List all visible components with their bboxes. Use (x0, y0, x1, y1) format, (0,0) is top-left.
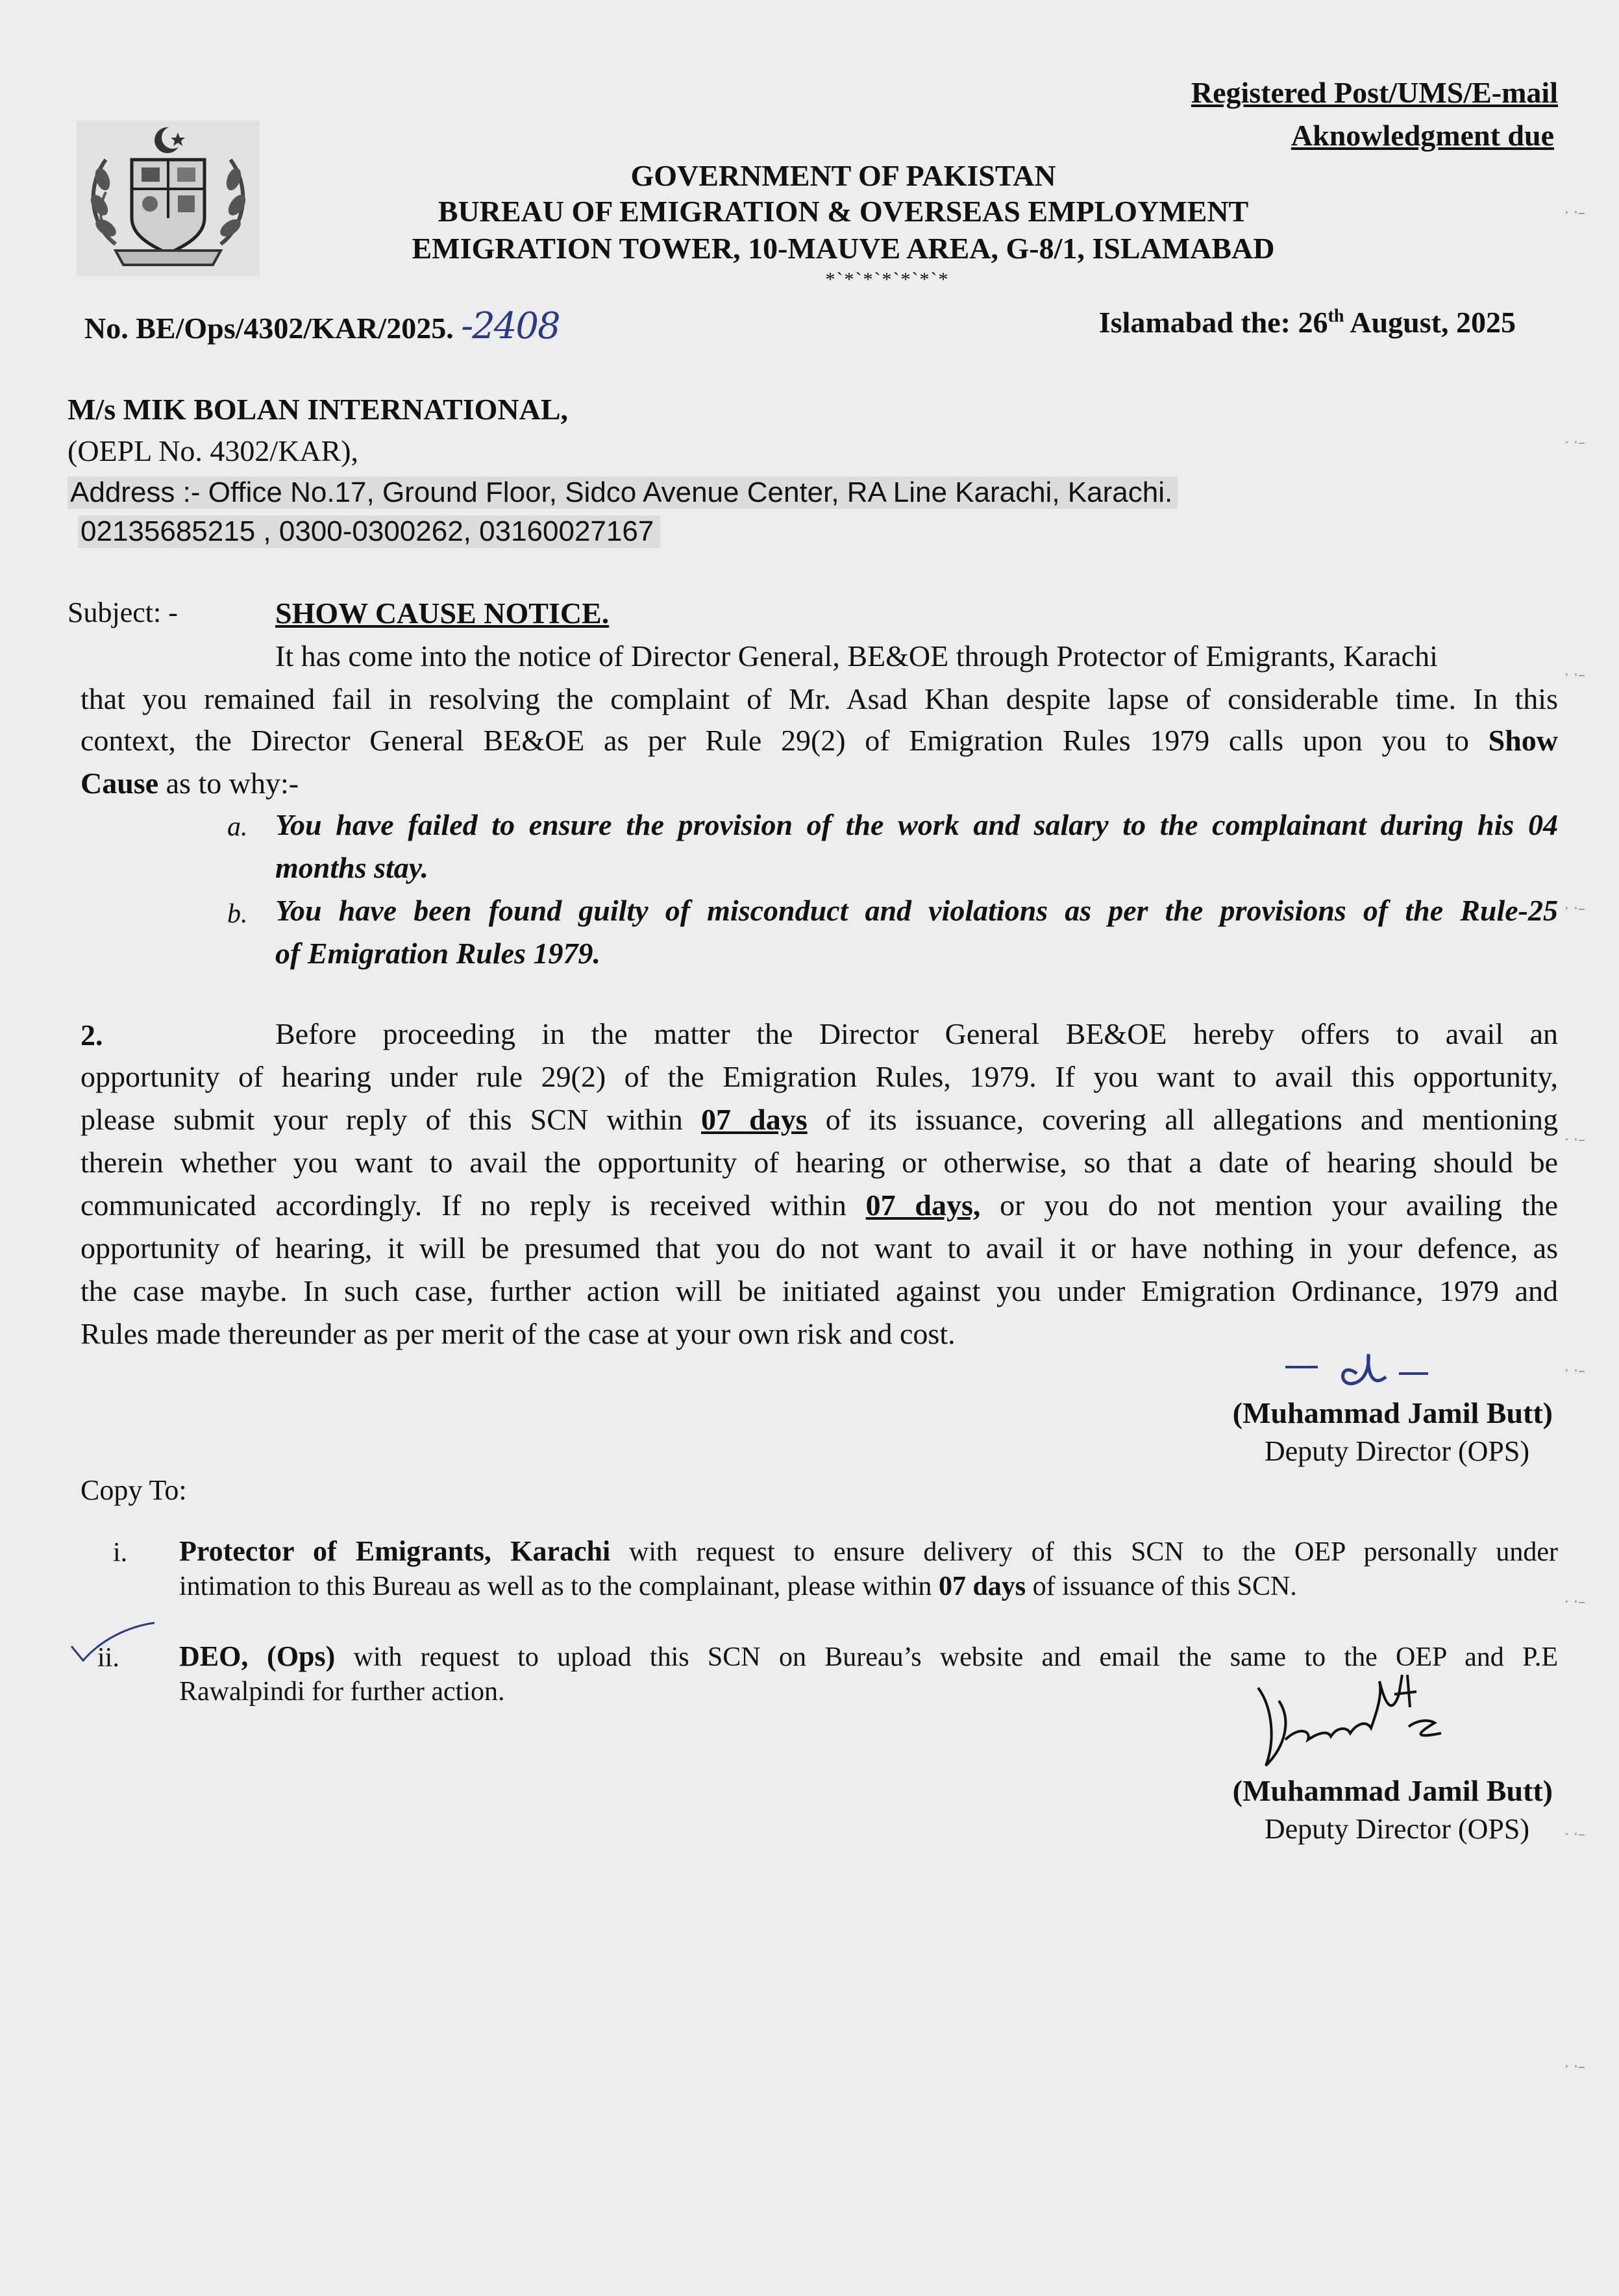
para1-line3-text: context, the Director General BE&OE as per Rule 29(2) of Emigration Rules 1979 calls upon you to (80, 724, 1489, 757)
handwritten-sd-signature (1279, 1341, 1448, 1400)
addressee-phones: 02135685215 , 0300-0300262, 03160027167 (78, 515, 660, 548)
copy-to-label: Copy To: (80, 1474, 187, 1506)
header-bureau: BUREAU OF EMIGRATION & OVERSEAS EMPLOYMENT (438, 195, 1249, 228)
copy-item-ii-bold: DEO, (Ops) (179, 1640, 336, 1672)
addressee-address: Address :- Office No.17, Ground Floor, Sidco Avenue Center, RA Line Karachi, Karachi. (68, 476, 1178, 509)
scan-mark: · ·– (1564, 667, 1585, 684)
signatory-name-1: (Muhammad Jamil Butt) (1232, 1396, 1553, 1429)
scan-mark: · ·– (1564, 1363, 1585, 1379)
para2-07-days-2: 07 days, (865, 1189, 981, 1222)
para2-line4 (80, 1145, 1558, 1179)
scan-mark: · ·– (1564, 901, 1585, 917)
copy-item-i-line2-pre: intimation to this Bureau as well as to the complainant, please within (179, 1572, 939, 1601)
para2-line5-post: or you do not mention your availing the (980, 1189, 1559, 1222)
para2-line3 (80, 1102, 1558, 1137)
copy-item-i-line2-post: of issuance of this SCN. (1026, 1572, 1297, 1601)
subject-title: SHOW CAUSE NOTICE. (275, 597, 610, 630)
date-prefix: Islamabad the: 26 (1098, 306, 1328, 339)
scan-mark: · ·– (1564, 205, 1585, 221)
para1-line2-text: that you remained fail in resolving the complaint of Mr. Asad Khan despite lapse of considerable time. In this (80, 682, 1558, 715)
header-address: EMIGRATION TOWER, 10-MAUVE AREA, G-8/1, ISLAMABAD (412, 232, 1275, 265)
date-sup: th (1328, 306, 1344, 327)
registered-post-line: Registered Post/UMS/E-mail (1191, 76, 1558, 109)
para2-line3-pre: please submit your reply of this SCN within (80, 1103, 701, 1136)
para2-line6 (80, 1231, 1558, 1265)
para1-line1: It has come into the notice of Director General, BE&OE through Protector of Emigrants, Karachi (275, 639, 1438, 673)
copy-item-i-bold: Protector of Emigrants, Karachi (179, 1535, 611, 1567)
copy-item-ii-rest: with request to upload this SCN on Bureau’s website and email the same to the OEP and P.E (335, 1642, 1558, 1672)
reference-number-text: No. BE/Ops/4302/KAR/2025. (84, 312, 454, 345)
para2-line3-post: of its issuance, covering all allegations and mentioning (807, 1103, 1558, 1136)
copy-item-ii-line2: Rawalpindi for further action. (179, 1677, 505, 1707)
scan-mark: · ·– (1564, 2059, 1585, 2075)
copy-item-ii-marker: ii. (97, 1643, 119, 1673)
para1-line3 (80, 723, 1558, 758)
para2-line5-pre: communicated accordingly. If no reply is received within (80, 1189, 866, 1222)
para1-show-bold: Show (1488, 724, 1558, 757)
para2-line7 (80, 1274, 1558, 1308)
handwritten-signature-2 (1246, 1668, 1454, 1779)
charge-a-line2: months stay. (275, 851, 429, 884)
para2-number: 2. (80, 1018, 103, 1052)
para1-line4-text: as to why:- (158, 767, 299, 800)
addressee-oepl: (OEPL No. 4302/KAR), (68, 434, 359, 467)
header-government: GOVERNMENT OF PAKISTAN (630, 159, 1056, 192)
charge-b-line1 (275, 893, 1558, 928)
acknowledgment-line: Aknowledgment due (1291, 119, 1554, 152)
charge-a-line1 (275, 808, 1558, 842)
charge-b-marker: b. (227, 899, 248, 929)
signatory-title-1: Deputy Director (OPS) (1264, 1435, 1529, 1467)
handwritten-dispatch-number: -2408 (461, 305, 560, 347)
charge-a-marker: a. (227, 812, 248, 842)
scan-mark: · ·– (1564, 1132, 1585, 1148)
copy-item-i-line1 (179, 1535, 1558, 1569)
header-stars: *`*`*`*`*`*`* (825, 269, 950, 290)
para2-line2 (80, 1059, 1558, 1094)
scan-mark: · ·– (1564, 1594, 1585, 1611)
copy-item-i-marker: i. (113, 1538, 128, 1568)
para1-line2 (80, 682, 1558, 716)
para2-07-days-1: 07 days (700, 1103, 808, 1136)
issue-date (909, 305, 1516, 339)
scan-mark: · ·– (1564, 1827, 1585, 1843)
para1-line4 (80, 766, 299, 800)
para2-line1 (275, 1017, 1558, 1051)
para2-line4-text: therein whether you want to avail the opportunity of hearing or otherwise, so that a date of hearing should be (80, 1146, 1558, 1179)
para2-line2-text: opportunity of hearing under rule 29(2) of the Emigration Rules, 1979. If you want to avail this opportunity, (80, 1060, 1558, 1093)
addressee-name: M/s MIK BOLAN INTERNATIONAL, (68, 393, 568, 426)
para2-line8: Rules made thereunder as per merit of the case at your own risk and cost. (80, 1317, 956, 1350)
para2-line7-text: the case maybe. In such case, further action will be initiated against you under Emigration Ordinance, 1979 and (80, 1274, 1558, 1307)
date-suffix: August, 2025 (1344, 306, 1516, 339)
subject-label: Subject: - (68, 597, 178, 628)
para2-line1-text: Before proceeding in the matter the Director General BE&OE hereby offers to avail an (275, 1017, 1558, 1050)
signatory-title-2: Deputy Director (OPS) (1264, 1813, 1529, 1845)
copy-item-i-rest: with request to ensure delivery of this SCN to the OEP personally under (610, 1537, 1558, 1567)
para2-line6-text: opportunity of hearing, it will be presumed that you do not want to avail it or have nothing in your defence, as (80, 1231, 1558, 1265)
copy-item-i-line2 (179, 1570, 1297, 1603)
charge-b-line2: of Emigration Rules 1979. (275, 937, 600, 970)
para1-cause-bold: Cause (80, 767, 159, 800)
reference-number (84, 305, 560, 347)
para2-line5 (80, 1188, 1558, 1222)
charge-a-line1-text: You have failed to ensure the provision of the work and salary to the complainant during his 04 (275, 808, 1558, 841)
signatory-name-2: (Muhammad Jamil Butt) (1232, 1774, 1553, 1807)
scan-mark: · ·– (1564, 435, 1585, 451)
charge-b-line1-text: You have been found guilty of misconduct and violations as per the provisions of the Rule-25 (275, 894, 1558, 927)
copy-item-i-07-days: 07 days (938, 1572, 1026, 1601)
